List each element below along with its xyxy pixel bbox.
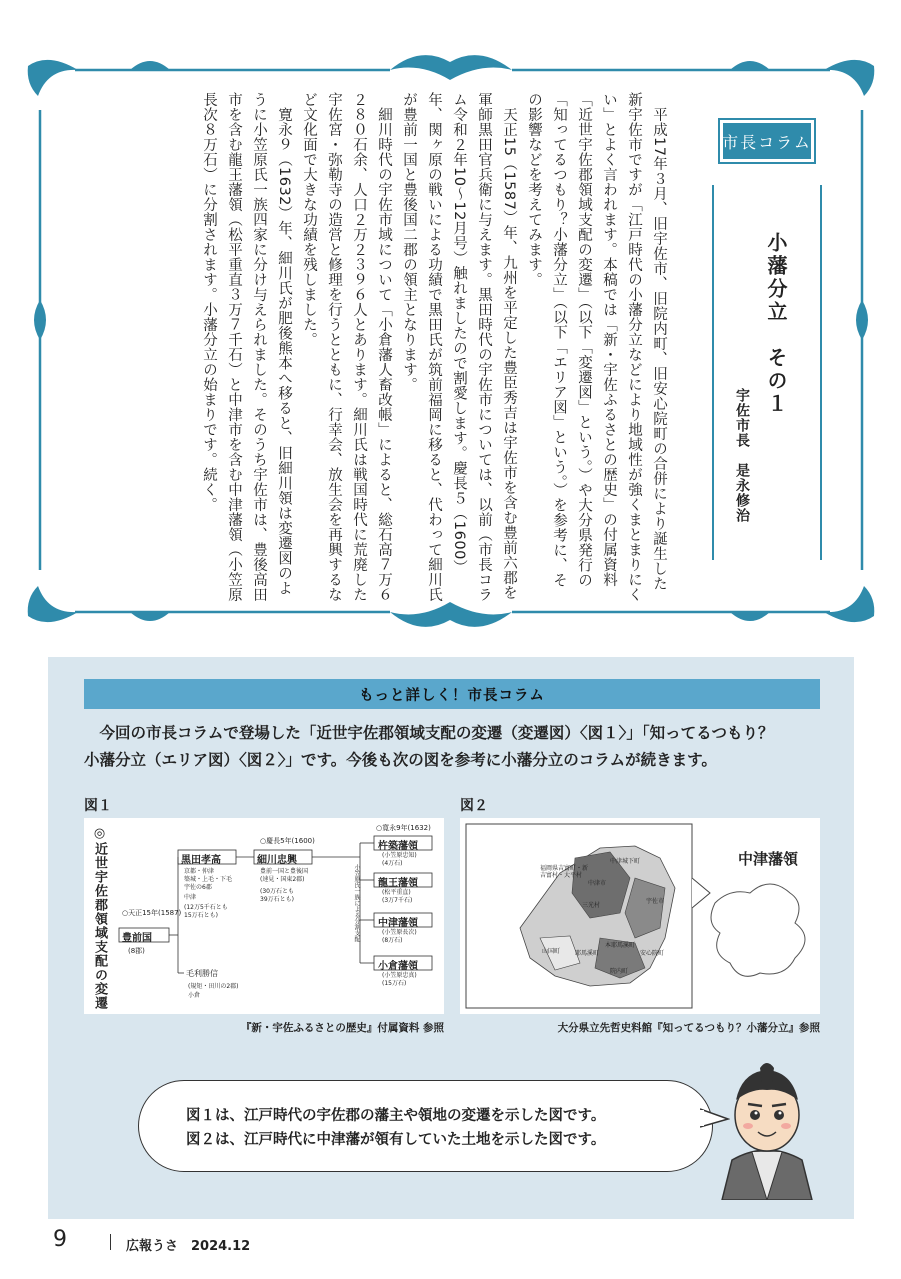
fig1-label: [382, 972, 417, 988]
map-sub: 福岡県吉富町・新: [540, 865, 589, 872]
map-label: 中津城下町: [610, 858, 641, 865]
footer-divider: [110, 1234, 111, 1250]
figure2: [460, 818, 820, 1014]
fig1-label: 龍王藩領: [378, 878, 418, 889]
page-number: 9: [53, 1227, 67, 1252]
figure2-title: 中津藩領: [738, 850, 799, 868]
fig1-sub: (15万石): [382, 980, 407, 987]
detail-text-line: 小藩分立（エリア図）〈図２〉」です。今後も次の図を参考に小藩分立のコラムが続きます。: [84, 751, 717, 769]
fig1-sub: (小笠原長次): [382, 929, 417, 936]
column-paragraph: 平成17年３月、旧宇佐市、旧院内町、旧安心院町の合併により誕生した新宇佐市ですが「江戸時代の小藩分立などにより地域性が強くまとまりにくい」とよく言われます。本稿では「新・宇佐ふるさとの歴史」の付属資料「近世宇佐郡領域支配の変遷」（以下「変遷図」という。）や大分県発行の「知ってるつもり？小藩分立」（以下「エリア図」という。）を参考に、その影響などを考えてみます。: [526, 92, 667, 602]
figure2-caption: 大分県立先哲史料館『知ってるつもり？小藩分立』参照: [557, 1022, 820, 1034]
column-title: 小藩分立 その１: [764, 232, 788, 416]
publication-name: 広報うさ 2024.12: [126, 1239, 251, 1254]
fig1-sub: (8万石): [382, 937, 403, 944]
map-sub: 吉富村・大平村: [540, 872, 583, 879]
map-label: 院内町: [610, 968, 629, 975]
fig1-sub: (小笠原忠真): [382, 972, 417, 979]
map-label: [540, 865, 588, 879]
fig1-label: 小笠原氏一族による分割支配: [353, 864, 360, 942]
fig1-sub: (30万石とも: [260, 888, 294, 895]
map-label: 耶馬溪町: [575, 950, 600, 957]
detail-heading: もっと詳しく！市長コラム: [84, 679, 820, 709]
column-paragraph: 細川時代の宇佐市域について「小倉藩人畜改帳」によると、総石高７万６２８０石余、人口２万２３９６人とあります。細川氏は戦国時代に荒廃した宇佐宮・弥勒寺の造営と修理を行うとともに、行幸会、放生会を再興するなど文化面で大きな功績を残しました。: [301, 92, 392, 602]
fig1-sub: (4万石): [382, 860, 403, 867]
map-label: 宇佐市: [646, 898, 665, 905]
column-paragraph: 寛永９（1632）年、細川氏が肥後熊本へ移ると、旧細川領は変遷図のように小笠原氏一族四家に分け与えられました。そのうち宇佐市は、豊後高田市を含む龍王藩領（松平重直３万７千石）と中津市を含む中津藩領（小笠原長次８万石）に分割されます。小藩分立の始まりです。続く。: [201, 92, 292, 602]
fig1-label: 杵築藩領: [378, 841, 418, 852]
map-label: 中津市: [588, 880, 607, 887]
figure1-caption: 『新・宇佐ふるさとの歴史』付属資料 参照: [240, 1022, 444, 1034]
fig1-sub: 豊前一国と豊後国: [260, 868, 309, 875]
fig1-sub: (規矩・田川の2郡): [188, 983, 239, 990]
bubble-line: 図２は、江戸時代に中津藩が領有していた土地を示した図です。: [186, 1132, 606, 1148]
bubble-line: 図１は、江戸時代の宇佐郡の藩主や領地の変遷を示した図です。: [186, 1108, 606, 1124]
fig1-sub: 中津: [184, 894, 197, 901]
fig1-label: ○寛永9年(1632): [376, 824, 431, 832]
map-label: 本耶馬溪町: [605, 942, 636, 949]
fig1-label: [382, 889, 412, 905]
fig1-label: 毛利勝信: [186, 969, 218, 978]
figure1-title: ◎近世宇佐郡領域支配の変遷: [92, 826, 107, 1010]
fig1-sub: 築城・上毛・下毛: [184, 876, 233, 883]
fig1-label: [260, 868, 308, 904]
figure2-label: 図２: [460, 798, 488, 814]
fig1-label: [382, 852, 417, 868]
fig1-label: [188, 982, 239, 1000]
fig1-sub: (松平重直): [382, 889, 411, 896]
detail-text-line: 今回の市長コラムで登場した「近世宇佐郡領域支配の変遷（変遷図）〈図１〉」「知ってるつもり？: [99, 724, 774, 742]
column-body: [81, 92, 671, 602]
column-paragraph: 天正15（1587）年、九州を平定した豊臣秀吉は宇佐市を含む豊前六郡を軍師黒田官兵衛に与えます。黒田時代の宇佐市については、以前（市長コラム令和２年10～12月号）触れましたので割愛します。慶長５（1600）年、関ヶ原の戦いによる功績で黒田氏が筑前福岡に移ると、代わって細川氏が豊前一国と豊後国二郡の領主となります。: [401, 92, 517, 602]
fig1-sub: (3万7千石): [382, 897, 413, 904]
fig1-sub: (速見・国東2郡): [260, 876, 305, 883]
fig1-label: ○慶長5年(1600): [260, 837, 315, 845]
fig1-label: 中津藩領: [378, 918, 418, 929]
map-label: 安心院町: [640, 950, 665, 957]
column-badge: 市長コラム: [718, 118, 816, 164]
fig1-sub: (小笠原忠知): [382, 852, 417, 859]
fig1-label: 細川忠興: [257, 855, 297, 866]
map-label: 山国町: [542, 948, 561, 955]
fig1-sub: (12万5千石とも: [184, 904, 228, 911]
fig1-label: ○天正15年(1587): [122, 909, 182, 917]
fig1-sub: 宇佐の6郡: [184, 884, 212, 891]
figure1-label: 図１: [84, 798, 112, 814]
fig1-label: 小倉藩領: [378, 961, 418, 972]
fig1-sub: 39万石とも): [260, 896, 294, 903]
fig1-label: 黒田孝高: [181, 855, 221, 866]
figure1: [84, 818, 444, 1014]
fig1-sub: 小倉: [188, 992, 201, 999]
fig1-sub: 15万石とも): [184, 912, 218, 919]
fig1-label: [382, 929, 417, 945]
bubble-text: [186, 1104, 605, 1152]
column-author: 宇佐市長 是永修治: [734, 388, 750, 523]
fig1-sub: 京都・仲津: [184, 868, 215, 875]
detail-text: [84, 720, 824, 774]
fig1-label: (8郡): [128, 947, 145, 955]
map-label: 三光村: [582, 902, 601, 909]
fig1-label: [184, 868, 232, 920]
samurai-illustration: [712, 1060, 822, 1200]
fig1-label: 豊前国: [122, 933, 152, 944]
